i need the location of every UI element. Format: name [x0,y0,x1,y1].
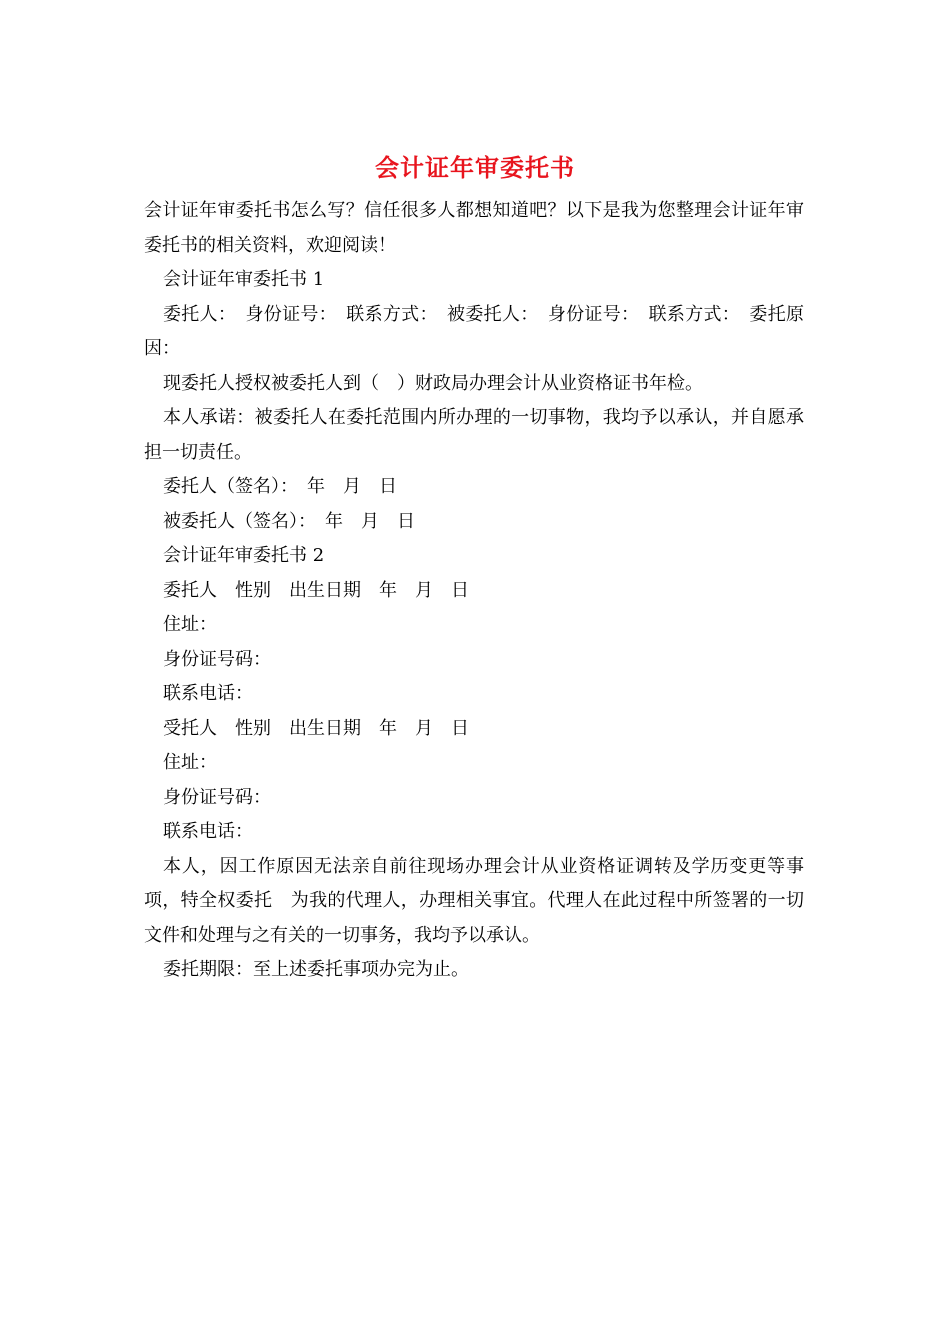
agent-signature-line: 被委托人（签名）： 年 月 日 [163,510,415,532]
document-title: 会计证年审委托书 [375,153,575,182]
intro-paragraph: 会计证年审委托书怎么写？信任很多人都想知道吧？以下是我为您整理会计证年审委托书的相关资料，欢迎阅读！ [144,200,804,256]
section-heading-2: 会计证年审委托书 2 [163,545,325,566]
agent-phone-line: 联系电话： [163,821,253,842]
document-body [144,194,804,988]
principal-address-line: 住址： [163,614,217,635]
agent-address-line: 住址： [163,752,217,773]
term-paragraph: 委托期限：至上述委托事项办完为止。 [163,959,469,980]
promise-paragraph: 本人承诺：被委托人在委托范围内所办理的一切事物，我均予以承认，并自愿承担一切责任。 [144,407,804,463]
principal-signature-line: 委托人（签名）： 年 月 日 [163,476,397,497]
section-heading-1: 会计证年审委托书 1 [163,269,325,290]
form-fields-line: 委托人： 身份证号： 联系方式： 被委托人： 身份证号： 联系方式： 委托原因： [144,303,804,359]
agent-id-line: 身份证号码： [163,786,271,808]
authorization-paragraph: 现委托人授权被委托人到（ ）财政局办理会计从业资格证书年检。 [163,372,703,394]
principal-phone-line: 联系电话： [163,683,253,704]
principal-id-line: 身份证号码： [163,648,271,670]
principal-info-line: 委托人 性别 出生日期 年 月 日 [163,579,469,601]
delegation-paragraph: 本人，因工作原因无法亲自前往现场办理会计从业资格证调转及学历变更等事项，特全权委托 为我的代理人，办理相关事宜。代理人在此过程中所签署的一切文件和处理与之有关的一切事务，我均予以承认。 [144,855,804,946]
agent-info-line: 受托人 性别 出生日期 年 月 日 [163,717,469,739]
